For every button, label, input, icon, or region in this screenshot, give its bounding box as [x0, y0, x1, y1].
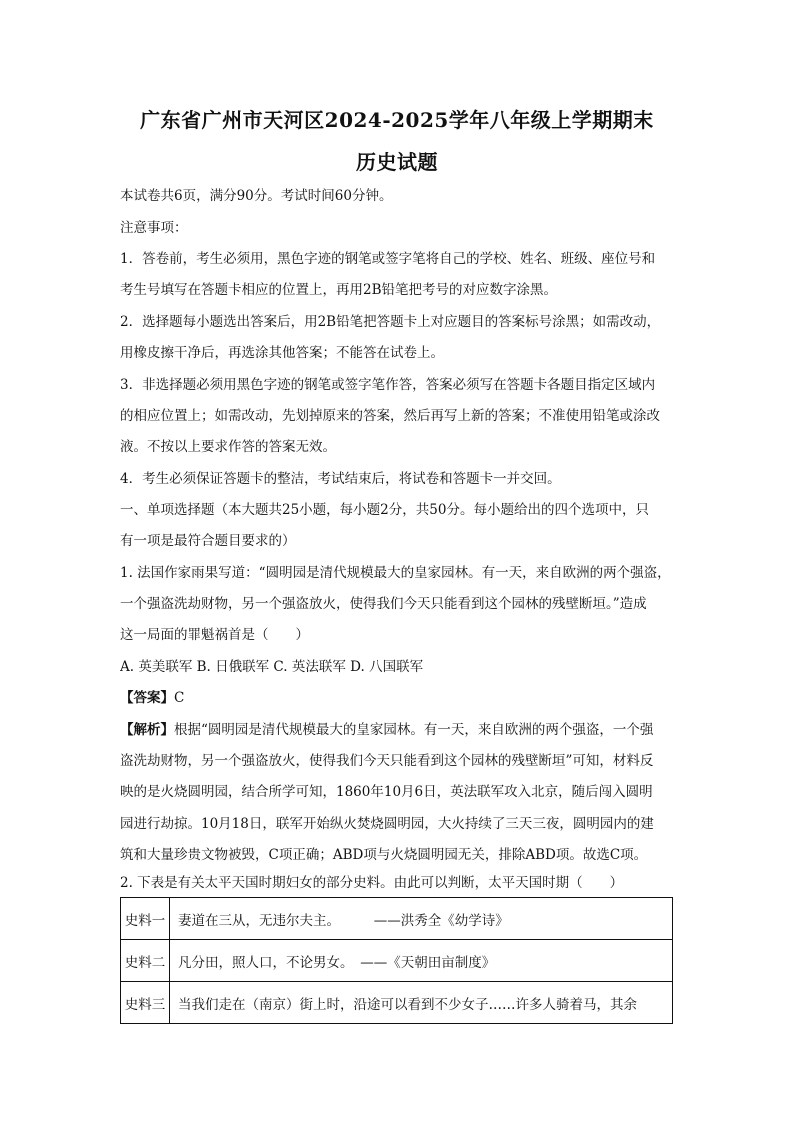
note-1-line-1: 1．答卷前，考生必须用，黑色字迹的钢笔或签字笔将自己的学校、姓名、班级、座位号和 [120, 251, 656, 267]
table-row [121, 898, 673, 940]
question-1-analysis-line-3: 映的是火烧圆明园，结合所学可知，1860年10月6日，英法联军攻入北京，随后闯入圆明 [120, 784, 653, 800]
exam-title: 广东省广州市天河区2024-2025学年八年级上学期期末 [140, 108, 654, 132]
question-1-analysis-line-1 [120, 721, 680, 739]
answer-label: 【答案】 [120, 690, 174, 706]
note-4: 4．考生必须保证答题卡的整洁，考试结束后，将试卷和答题卡一并交回。 [120, 471, 561, 487]
question-1-stem-line-3: 这一局面的罪魁祸首是（ ） [120, 627, 309, 643]
source-label: 史料三 [121, 982, 170, 1024]
note-2-line-2: 用橡皮擦干净后，再选涂其他答案；不能答在试卷上。 [120, 345, 444, 361]
source-text: 当我们走在（南京）街上时，沿途可以看到不少女子……许多人骑着马，其余 [170, 982, 673, 1024]
source-label: 史料一 [121, 898, 170, 940]
analysis-text: 根据“圆明园是清代规模最大的皇家园林。有一天，来自欧洲的两个强盗，一个强 [174, 722, 654, 738]
question-2-stem: 2. 下表是有关太平天国时期妇女的部分史料。由此可以判断，太平天国时期（ ） [120, 875, 624, 891]
question-1-analysis-line-2: 盗洗劫财物，另一个强盗放火，使得我们今天只能看到这个园林的残壁断垣”可知，材料反 [120, 753, 654, 769]
question-1-options: A. 英美联军 B. 日俄联军 C. 英法联军 D. 八国联军 [120, 659, 424, 675]
answer-value: C [174, 690, 185, 706]
question-1-answer [120, 689, 680, 707]
source-text: 妻道在三从，无违尔夫主。 ——洪秀全《幼学诗》 [170, 898, 673, 940]
source-label: 史料二 [121, 940, 170, 982]
notes-heading: 注意事项： [120, 220, 188, 236]
section-heading-line-1: 一、单项选择题（本大题共25小题，每小题2分，共50分。每小题给出的四个选项中，只 [120, 502, 649, 518]
question-1-stem-line-1: 1. 法国作家雨果写道：“圆明园是清代规模最大的皇家园林。有一天，来自欧洲的两个强盗， [120, 565, 671, 581]
section-heading-line-2: 有一项是最符合题目要求的） [120, 533, 296, 549]
source-table [120, 897, 673, 1024]
note-3-line-2: 的相应位置上；如需改动，先划掉原来的答案，然后再写上新的答案；不准使用铅笔或涂改 [120, 408, 660, 424]
table-row [121, 982, 673, 1024]
table-row [121, 940, 673, 982]
note-1-line-2: 考生号填写在答题卡相应的位置上，再用2B铅笔把考号的对应数字涂黑。 [120, 282, 558, 298]
note-3-line-3: 液。不按以上要求作答的答案无效。 [120, 439, 336, 455]
question-1-stem-line-2: 一个强盗洗劫财物，另一个强盗放火，使得我们今天只能看到这个园林的残壁断垣。”造成 [120, 596, 647, 612]
exam-info: 本试卷共6页，满分90分。考试时间60分钟。 [120, 188, 393, 204]
note-3-line-1: 3．非选择题必须用黑色字迹的钢笔或签字笔作答，答案必须写在答题卡各题目指定区域内 [120, 377, 656, 393]
question-1-analysis-line-5: 筑和大量珍贵文物被毁，C项正确；ABD项与火烧圆明园无关，排除ABD项。故选C项。 [120, 847, 648, 863]
source-text: 凡分田，照人口，不论男女。 ——《天朝田亩制度》 [170, 940, 673, 982]
note-2-line-1: 2．选择题每小题选出答案后，用2B铅笔把答题卡上对应题目的答案标号涂黑；如需改动， [120, 314, 661, 330]
analysis-label: 【解析】 [120, 722, 174, 738]
question-1-analysis-line-4: 园进行劫掠。10月18日，联军开始纵火焚烧圆明园，大火持续了三天三夜，圆明园内的建 [120, 816, 654, 832]
exam-subject-title: 历史试题 [356, 150, 438, 174]
